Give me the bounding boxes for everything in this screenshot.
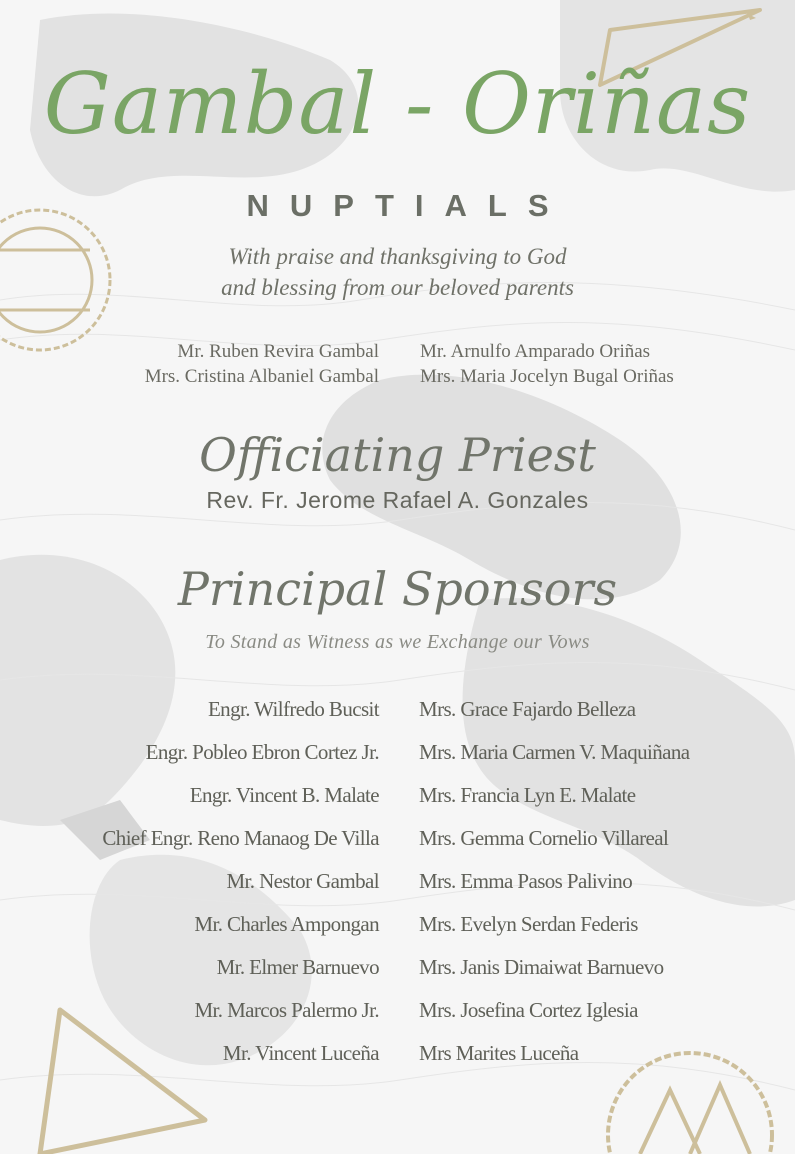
sponsor-name: Mrs. Emma Pasos Palivino (419, 869, 633, 893)
intro-text (0, 241, 795, 303)
nuptials-subtitle: NUPTIALS (246, 188, 570, 223)
sponsor-name: Mrs. Evelyn Serdan Federis (419, 912, 638, 936)
sponsor-name: Mrs. Josefina Cortez Iglesia (419, 998, 638, 1022)
sponsor-name: Engr. Vincent B. Malate (189, 783, 379, 807)
couple-title: Gambal - Oriñas (43, 55, 752, 153)
bride-mother: Mrs. Maria Jocelyn Bugal Oriñas (420, 366, 674, 387)
sponsor-name: Mr. Nestor Gambal (226, 869, 379, 893)
groom-mother: Mrs. Cristina Albaniel Gambal (144, 366, 379, 387)
sponsor-name: Mrs. Janis Dimaiwat Barnuevo (419, 955, 664, 979)
principal-sponsors-heading: Principal Sponsors (177, 562, 618, 616)
intro-line-2: and blessing from our beloved parents (221, 275, 574, 300)
sponsor-name: Mr. Elmer Barnuevo (216, 955, 379, 979)
groom-parents (145, 339, 379, 389)
sponsor-name: Mrs. Grace Fajardo Belleza (419, 697, 636, 721)
sponsor-name: Mr. Charles Ampongan (194, 912, 379, 936)
sponsor-name: Mr. Marcos Palermo Jr. (194, 998, 379, 1022)
bride-parents (420, 339, 674, 389)
officiating-priest-heading: Officiating Priest (199, 428, 596, 482)
female-sponsors-list (419, 694, 690, 1081)
groom-father: Mr. Ruben Revira Gambal (177, 341, 379, 362)
sponsor-name: Mrs. Francia Lyn E. Malate (419, 783, 636, 807)
sponsor-name: Mrs Marites Luceña (419, 1041, 579, 1065)
sponsor-name: Mrs. Maria Carmen V. Maquiñana (419, 740, 690, 764)
priest-name: Rev. Fr. Jerome Rafael A. Gonzales (206, 487, 589, 513)
male-sponsors-list (102, 694, 379, 1081)
sponsors-subheading: To Stand as Witness as we Exchange our Vows (205, 631, 590, 653)
bride-father: Mr. Arnulfo Amparado Oriñas (420, 341, 651, 362)
sponsor-name: Mrs. Gemma Cornelio Villareal (419, 826, 669, 850)
sponsor-name: Mr. Vincent Luceña (222, 1041, 379, 1065)
sponsor-name: Engr. Pobleo Ebron Cortez Jr. (145, 740, 379, 764)
sponsor-name: Engr. Wilfredo Bucsit (207, 697, 379, 721)
sponsor-name: Chief Engr. Reno Manaog De Villa (102, 826, 379, 850)
intro-line-1: With praise and thanksgiving to God (228, 244, 567, 269)
